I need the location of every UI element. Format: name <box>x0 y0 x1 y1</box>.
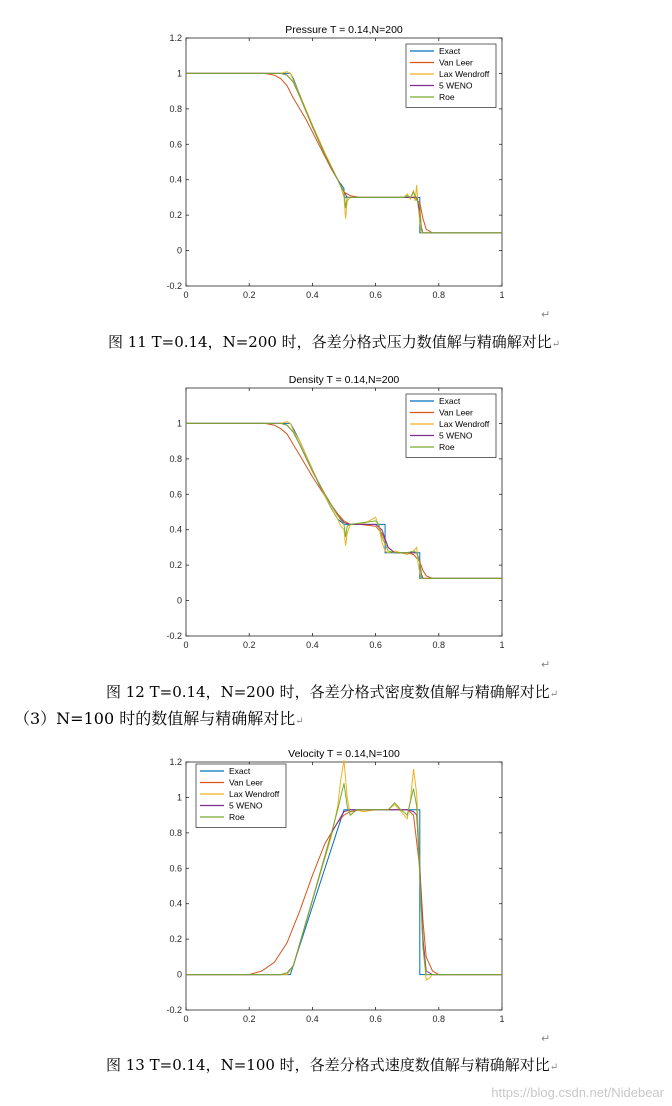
y-tick-label: 0.4 <box>169 174 182 185</box>
x-tick-label: 0.8 <box>432 1014 446 1024</box>
y-tick-label: 0.8 <box>169 827 182 838</box>
x-tick-label: 0.2 <box>242 1014 256 1024</box>
x-tick-label: 0.6 <box>369 1014 382 1024</box>
x-tick-label: 0.8 <box>432 290 446 300</box>
y-tick-label: 1 <box>176 418 182 429</box>
y-tick-label: 0.4 <box>169 524 182 535</box>
x-tick-label: 0.4 <box>306 290 319 300</box>
figure-12-caption: 图 12 T=0.14，N=200 时，各差分格式密度数值解与精确解对比↵ <box>106 683 559 701</box>
x-tick-label: 0.4 <box>306 1014 319 1024</box>
x-tick-label: 0.2 <box>242 640 256 650</box>
x-tick-label: 0 <box>183 640 189 650</box>
legend-label: 5 WENO <box>229 800 263 811</box>
y-tick-label: 1.2 <box>169 33 182 43</box>
legend <box>406 44 496 108</box>
legend-label: Roe <box>439 442 455 452</box>
y-tick-label: 0.8 <box>169 453 182 464</box>
y-tick-label: 0.6 <box>169 489 182 500</box>
y-tick-label: -0.2 <box>166 1005 182 1015</box>
paragraph-mark: ↵ <box>541 1032 551 1045</box>
x-tick-label: 0 <box>183 290 189 300</box>
y-tick-label: 0 <box>176 969 182 980</box>
legend-label: 5 WENO <box>439 80 473 91</box>
x-tick-label: 1 <box>499 290 505 300</box>
y-tick-label: 0.6 <box>169 863 182 874</box>
y-tick-label: 0.2 <box>169 934 182 945</box>
legend-label: Roe <box>229 812 245 822</box>
y-tick-label: 0.2 <box>169 210 182 221</box>
chart-title: Density T = 0.14,N=200 <box>288 374 400 386</box>
legend-label: Lax Wendroff <box>439 419 490 429</box>
pressure-chart <box>0 18 672 318</box>
legend <box>196 764 286 828</box>
y-tick-label: -0.2 <box>166 281 182 291</box>
legend-label: Van Leer <box>439 407 473 418</box>
x-tick-label: 1 <box>499 1014 505 1024</box>
y-tick-label: 1 <box>176 68 182 79</box>
legend-label: Van Leer <box>229 777 263 788</box>
x-tick-label: 0 <box>183 1014 189 1024</box>
watermark: https://blog.csdn.net/Nidebear <box>491 1085 664 1100</box>
x-tick-label: 0.8 <box>432 640 446 650</box>
legend-label: Lax Wendroff <box>229 789 280 799</box>
y-tick-label: 0.6 <box>169 139 182 150</box>
legend <box>406 394 496 458</box>
y-tick-label: -0.2 <box>166 631 182 641</box>
legend-label: Exact <box>439 396 461 406</box>
paragraph-mark: ↵ <box>541 308 551 321</box>
legend-label: Roe <box>439 92 455 102</box>
figure-11-caption: 图 11 T=0.14，N=200 时，各差分格式压力数值解与精确解对比↵ <box>108 333 561 351</box>
y-tick-label: 1.2 <box>169 757 182 767</box>
x-tick-label: 1 <box>499 640 505 650</box>
section-heading: （3）N=100 时的数值解与精确解对比↵ <box>14 709 304 728</box>
chart-title: Velocity T = 0.14,N=100 <box>288 748 400 760</box>
y-tick-label: 0.2 <box>169 560 182 571</box>
y-tick-label: 1 <box>176 792 182 803</box>
x-tick-label: 0.6 <box>369 640 382 650</box>
y-tick-label: 0.8 <box>169 103 182 114</box>
legend-label: Exact <box>439 46 461 56</box>
legend-label: Exact <box>229 766 251 776</box>
density-chart <box>0 368 672 668</box>
velocity-chart <box>0 742 672 1042</box>
y-tick-label: 0 <box>176 595 182 606</box>
x-tick-label: 0.2 <box>242 290 256 300</box>
paragraph-mark: ↵ <box>541 658 551 671</box>
legend-label: Lax Wendroff <box>439 69 490 79</box>
x-tick-label: 0.6 <box>369 290 382 300</box>
chart-title: Pressure T = 0.14,N=200 <box>285 24 403 36</box>
legend-label: Van Leer <box>439 57 473 68</box>
figure-13-caption: 图 13 T=0.14，N=100 时，各差分格式速度数值解与精确解对比↵ <box>106 1056 559 1074</box>
x-tick-label: 0.4 <box>306 640 319 650</box>
y-tick-label: 0.4 <box>169 898 182 909</box>
legend-label: 5 WENO <box>439 430 473 441</box>
y-tick-label: 0 <box>176 245 182 256</box>
